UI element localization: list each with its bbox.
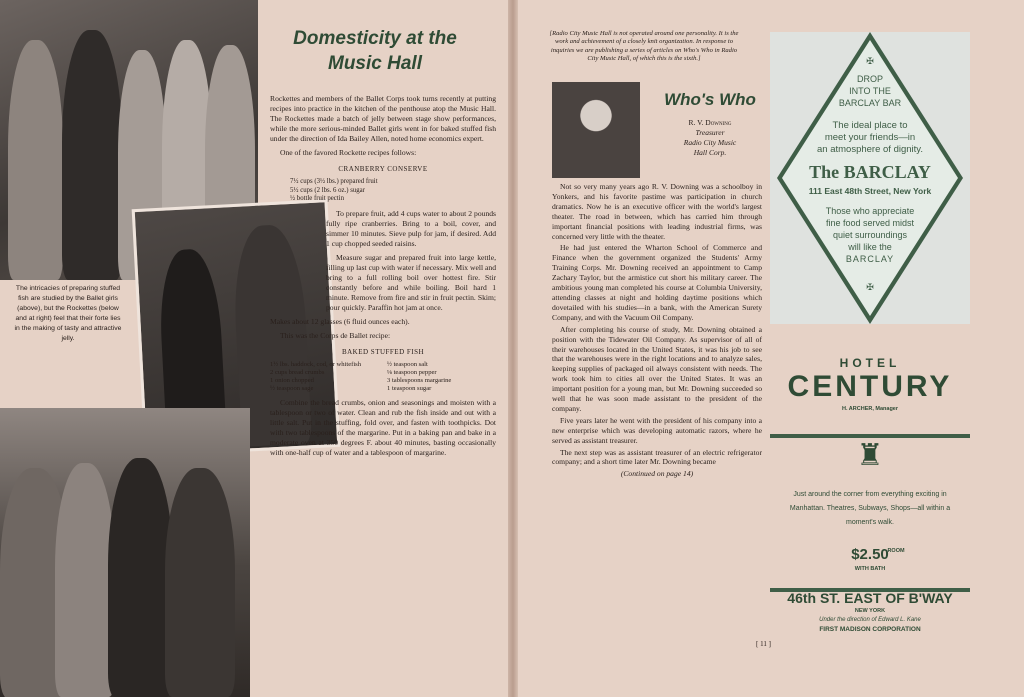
- fish-ingredients: [270, 361, 496, 394]
- person-role: [650, 128, 770, 158]
- ingredient: 7½ cups (3½ lbs.) prepared fruit: [290, 178, 378, 185]
- cranberry-ingredients: [290, 178, 496, 204]
- century-direction: Under the direction of Edward L. Kane: [819, 617, 921, 623]
- person-byline: [650, 118, 770, 158]
- profile-column: [552, 182, 762, 479]
- fish-ingredients-col-1: [270, 361, 379, 394]
- profile-paragraph: Not so very many years ago R. V. Downing was a schoolboy in Yonkers, and his favorite pastime was participation in church dramatics. Now he is an executive officer with the world's largest theater. The road in between, which has carried him through important financial positions with leading industrial firms, was concerned very little with the theater.: [552, 182, 762, 241]
- series-note: [Radio City Music Hall is not operated around one personality. It is the work and achievement of a closely knit organization. In response to inquiries we are publishing a series of articles on Who's Who in Radio City Music Hall, of which this is the sixth.]: [549, 30, 739, 62]
- ingredient: 1½ lbs. haddock, cod, or whitefish: [270, 360, 362, 368]
- intro-paragraph: Rockettes and members of the Ballet Corps took turns recently at putting recipes into practice in the kitchen of the penthouse atop the Music Hall. The Rockettes made a batch of jelly between stage show performances, while the more serious-minded Ballet girls went in for baked stuffed fish under the direction of Ida Bailey Allen, noted home economics expert.: [270, 94, 496, 143]
- ingredient: 3 tablespoons margarine: [387, 376, 452, 384]
- barclay-name: The BARCLAY: [809, 162, 931, 182]
- barclay-line: meet your friends—in: [824, 132, 916, 143]
- barclay-address: 111 East 48th Street, New York: [808, 186, 932, 196]
- ingredient: 1 onion chopped: [270, 376, 314, 384]
- barclay-line: fine food served midst: [825, 218, 915, 228]
- cranberry-step-2: Measure sugar and prepared fruit into large kettle, filling up last cup with water if necessary. Mix well and bring to a full rolling boil over hottest fire. Stir constantly before and while boiling. Boil hard 1 minute. Remove from fire and stir in fruit pectin. Skim; pour quickly. Paraffin hot jam at once.: [326, 252, 496, 312]
- ingredient: 5½ cups (2 lbs. 6 oz.) sugar: [290, 186, 365, 194]
- favored-line: One of the favored Rockette recipes follows:: [280, 148, 417, 157]
- profile-paragraph: Five years later he went with the president of his company into a new enterprise which was developing automatic razors, where he served as assistant treasurer.: [552, 415, 762, 445]
- barclay-drop: DROP: [856, 74, 883, 84]
- century-price: $2.50: [851, 546, 889, 563]
- fish-ingredients-col-2: [387, 361, 496, 394]
- profile-paragraph: After completing his course of study, Mr. Downing obtained a position with the Tidewater Oil Company. As supervisor of all of their warehouses located in the United States, it was his job to see that the warehouses were in the right locations and to analyze sales, keeping supplies of packaged oil always consistent with needs. The work took him to cities all over the United States. It was an important position for a young man, but Mr. Downing succeeded so well that he was soon made assistant to the president of the company.: [552, 324, 762, 413]
- ingredient: 2 cups bread crumbs: [270, 368, 325, 376]
- century-corp: FIRST MADISON CORPORATION: [819, 626, 921, 633]
- section-heading: Who's Who: [664, 90, 756, 109]
- photo-caption: The intricacies of preparing stuffed fish are studied by the Ballet girls (above), but the Rockettes (below and at right) feel that their forte lies in the making of tasty and attractive jelly.: [14, 285, 122, 342]
- century-street: 46th ST. EAST OF B'WAY: [787, 590, 953, 606]
- continued-link[interactable]: (Continued on page 14): [620, 469, 694, 479]
- photo-rockettes-kitchen: [0, 408, 250, 697]
- century-body: Just around the corner from everything exciting in Manhattan. Theatres, Subways, Shops—all within a moment's walk.: [789, 491, 951, 526]
- barclay-line: BARCLAY: [845, 254, 895, 264]
- ingredient: ½ teaspoon sage: [270, 385, 314, 393]
- title-line-1: Domesticity at the: [293, 28, 457, 49]
- page-number: [ 11 ]: [756, 640, 771, 648]
- ingredient: ⅛ teaspoon pepper: [387, 368, 437, 376]
- role-line: Treasurer: [695, 128, 725, 137]
- fleur-icon: ✠: [866, 56, 874, 66]
- portrait-photo: [552, 82, 640, 178]
- barclay-line: The ideal place to: [832, 120, 908, 131]
- century-price-bath: WITH BATH: [854, 566, 886, 572]
- article-column: [270, 94, 496, 462]
- article-title: [270, 26, 480, 76]
- title-line-2: Music Hall: [328, 53, 422, 74]
- century-price-room: ROOM: [887, 548, 905, 554]
- barclay-into: INTO THE: [849, 86, 891, 96]
- barclay-line: quiet surroundings: [832, 230, 908, 240]
- role-line: Hall Corp.: [693, 148, 727, 157]
- century-hotel: HOTEL: [839, 356, 901, 370]
- recipe-title-fish: BAKED STUFFED FISH: [341, 347, 425, 356]
- profile-paragraph: The next step was as assistant treasurer of an electric refrigerator company; and a short time later Mr. Downing became: [552, 447, 762, 467]
- doorman-icon: ♜: [856, 439, 884, 472]
- century-ad: [770, 342, 970, 642]
- century-name: CENTURY: [787, 370, 953, 403]
- recipe-title-cranberry: CRANBERRY CONSERVE: [338, 165, 428, 173]
- barclay-line: Those who appreciate: [825, 206, 915, 216]
- fish-method: Combine the bread crumbs, onion and seasonings and moisten with a tablespoon or two of water. Clean and rub the fish inside and out with a little salt. Put in the stuffing, fold over, and fasten with toothpicks. Dot with two tablespoons of the margarine. Put in a baking pan and bake in a moderate oven at 350 degrees F. about 40 minutes, basting occasionally with one-half cup of water and a tablespoon of margarine.: [270, 398, 496, 458]
- page-gutter: [508, 0, 518, 697]
- barclay-line: an atmosphere of dignity.: [817, 144, 923, 155]
- corps-line: This was the Corps de Ballet recipe:: [280, 330, 391, 340]
- role-line: Radio City Music: [683, 138, 737, 147]
- century-manager: H. ARCHER, Manager: [841, 406, 899, 412]
- person-name: R. V. Downing: [688, 118, 732, 127]
- barclay-ad: [770, 32, 970, 324]
- ingredient: ½ bottle fruit pectin: [290, 195, 344, 202]
- profile-paragraph: He had just entered the Wharton School of Commerce and Finance when the government organized the Students' Army Training Corps. Mr. Downing received an appointment to Camp Zachary Taylor, but the armistice cut short his military career. The ambitious young man completed his course at Columbia University, attending classes at night and holding daytime positions which dovetailed with his studies—in a bank, with the American Surety Company, and with the Vacuum Oil Company.: [552, 243, 762, 322]
- fleur-icon: ✠: [866, 282, 874, 292]
- barclay-line: will like the: [848, 242, 892, 252]
- ingredient: 1 teaspoon sugar: [387, 385, 432, 393]
- makes-line: Makes about 12 glasses (6 fluid ounces each).: [270, 316, 410, 326]
- ingredient: ½ teaspoon salt: [387, 360, 428, 368]
- barclay-bar: BARCLAY BAR: [838, 98, 902, 108]
- cranberry-step-1: To prepare fruit, add 4 cups water to about 2 pounds fully ripe cranberries. Bring to a boil, cover, and simmer 10 minutes. Sieve pulp for jam, if desired. Add 1 cup chopped seeded raisins.: [326, 208, 496, 248]
- century-city: NEW YORK: [854, 608, 886, 614]
